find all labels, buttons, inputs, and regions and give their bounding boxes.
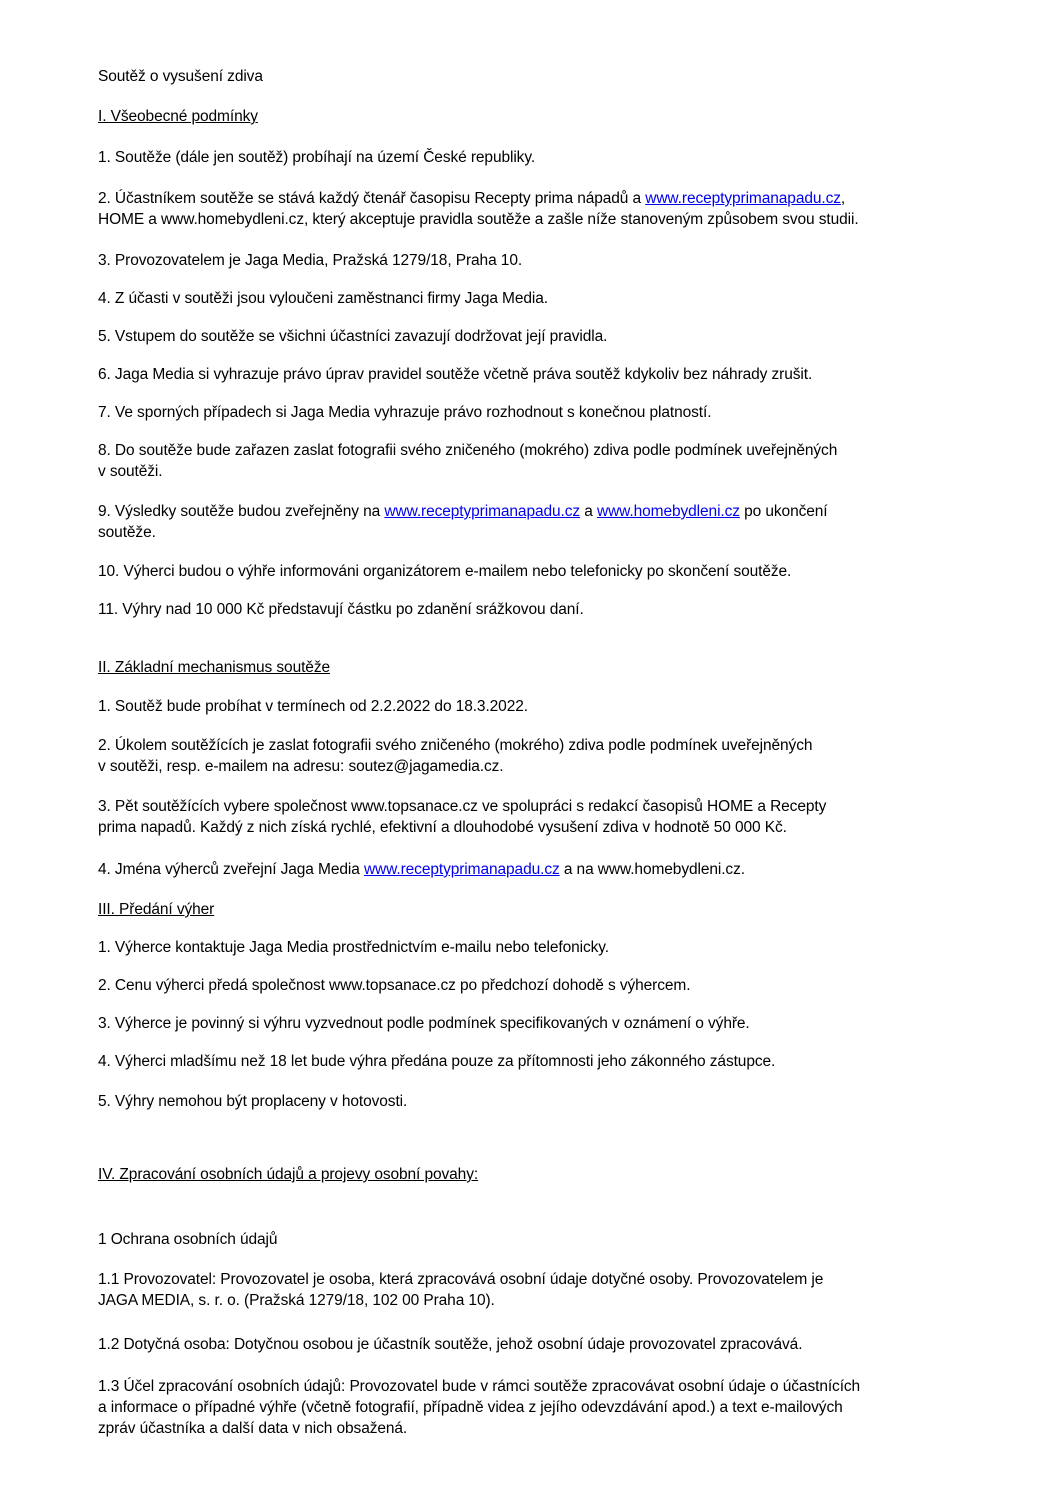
section-1-item-1: 1. Soutěže (dále jen soutěž) probíhají na území České republiky. bbox=[98, 149, 536, 166]
section-2-heading: II. Základní mechanismus soutěže bbox=[98, 659, 330, 676]
section-1-item-7: 7. Ve sporných případech si Jaga Media vyhrazuje právo rozhodnout s konečnou platností. bbox=[98, 404, 712, 421]
section-4-item-1-3 bbox=[98, 1376, 1000, 1439]
section-2-item-2-line-1: 2. Úkolem soutěžících je zaslat fotografii svého zničeného (mokrého) zdiva podle podmínek uveřejněných bbox=[98, 737, 813, 754]
section-4-heading: IV. Zpracování osobních údajů a projevy osobní povahy: bbox=[98, 1166, 479, 1183]
section-2-item-2 bbox=[98, 735, 1000, 777]
section-1-item-8 bbox=[98, 440, 1000, 482]
section-3-item-4: 4. Výherci mladšímu než 18 let bude výhra předána pouze za přítomnosti jeho zákonného zástupce. bbox=[98, 1053, 776, 1070]
section-1-item-8-line-2: v soutěži. bbox=[98, 463, 163, 480]
section-1-heading: I. Všeobecné podmínky bbox=[98, 108, 258, 125]
section-4-item-1-3-line-1: 1.3 Účel zpracování osobních údajů: Provozovatel bude v rámci soutěže zpracovávat osobní údaje o účastnících bbox=[98, 1378, 861, 1395]
section-3-item-5: 5. Výhry nemohou být proplaceny v hotovosti. bbox=[98, 1093, 408, 1110]
section-1-item-9-line-2: soutěže. bbox=[98, 524, 156, 541]
section-1-item-8-line-1: 8. Do soutěže bude zařazen zaslat fotografii svého zničeného (mokrého) zdiva podle podmínek uveřejněných bbox=[98, 442, 838, 459]
section-1-item-9 bbox=[98, 501, 1000, 543]
section-1-item-2-text: 2. Účastníkem soutěže se stává každý čtenář časopisu Recepty prima nápadů a bbox=[98, 190, 646, 207]
section-4-item-1-1 bbox=[98, 1269, 1000, 1311]
section-1-item-5: 5. Vstupem do soutěže se všichni účastníci zavazují dodržovat její pravidla. bbox=[98, 328, 608, 345]
section-3-item-1: 1. Výherce kontaktuje Jaga Media prostřednictvím e-mailu nebo telefonicky. bbox=[98, 939, 609, 956]
section-3-item-3: 3. Výherce je povinný si výhru vyzvednout podle podmínek specifikovaných v oznámení o výhře. bbox=[98, 1015, 750, 1032]
section-1-item-10: 10. Výherci budou o výhře informováni organizátorem e-mailem nebo telefonicky po skončení soutěže. bbox=[98, 563, 792, 580]
section-4-item-1-1-line-2: JAGA MEDIA, s. r. o. (Pražská 1279/18, 102 00 Praha 10). bbox=[98, 1292, 495, 1309]
section-2-item-1: 1. Soutěž bude probíhat v termínech od 2.2.2022 do 18.3.2022. bbox=[98, 698, 528, 715]
receptyprimanapadu-link-3[interactable]: www.receptyprimanapadu.cz bbox=[363, 861, 560, 878]
section-2-item-3-line-1: 3. Pět soutěžících vybere společnost www.topsanace.cz ve spolupráci s redakcí časopisů HOME a Recepty bbox=[98, 798, 827, 815]
section-2-item-4-tail: a na www.homebydleni.cz. bbox=[559, 861, 745, 878]
section-2-item-2-line-2: v soutěži, resp. e-mailem na adresu: soutez@jagamedia.cz. bbox=[98, 758, 504, 775]
section-4-item-1-2: 1.2 Dotyčná osoba: Dotyčnou osobou je účastník soutěže, jehož osobní údaje provozovatel zpracovává. bbox=[98, 1336, 803, 1353]
section-4-item-1-3-line-2: a informace o případné výhře (včetně fotografií, případně videa z jejího odevzdávání apod.) a text e-mailových bbox=[98, 1399, 843, 1416]
section-1-item-3: 3. Provozovatelem je Jaga Media, Pražská 1279/18, Praha 10. bbox=[98, 252, 523, 269]
section-1-item-9-tail: po ukončení bbox=[739, 503, 828, 520]
section-4-item-1-3-line-3: zpráv účastníka a další data v nich obsažená. bbox=[98, 1420, 408, 1437]
section-4-subheading: 1 Ochrana osobních údajů bbox=[98, 1231, 278, 1248]
section-2-item-3 bbox=[98, 796, 1000, 838]
section-1-item-2-comma: , bbox=[840, 190, 846, 207]
section-1-item-4: 4. Z účasti v soutěži jsou vyloučeni zaměstnanci firmy Jaga Media. bbox=[98, 290, 548, 307]
section-1-item-2 bbox=[98, 188, 1000, 230]
section-2-item-3-line-2: prima napadů. Každý z nich získá rychlé, efektivní a dlouhodobé vysušení zdiva v hodnotě 50 000 Kč. bbox=[98, 819, 787, 836]
section-1-item-9-text: 9. Výsledky soutěže budou zveřejněny na bbox=[98, 503, 385, 520]
section-3-item-2: 2. Cenu výherci předá společnost www.topsanace.cz po předchozí dohodě s výhercem. bbox=[98, 977, 691, 994]
receptyprimanapadu-link[interactable]: www.receptyprimanapadu.cz bbox=[645, 190, 841, 207]
receptyprimanapadu-link-2[interactable]: www.receptyprimanapadu.cz bbox=[384, 503, 581, 520]
section-1-item-11: 11. Výhry nad 10 000 Kč představují částku po zdanění srážkovou daní. bbox=[98, 601, 584, 618]
homebydleni-link[interactable]: www.homebydleni.cz bbox=[596, 503, 740, 520]
section-4-item-1-1-line-1: 1.1 Provozovatel: Provozovatel je osoba, která zpracovává osobní údaje dotyčné osoby. Provozovatelem je bbox=[98, 1271, 824, 1288]
section-1-item-2-line-2: HOME a www.homebydleni.cz, který akceptuje pravidla soutěže a zašle níže stanoveným způsobem svou studii. bbox=[98, 211, 859, 228]
section-2-item-4 bbox=[98, 859, 1000, 880]
section-1-item-9-and: a bbox=[580, 503, 597, 520]
document-title: Soutěž o vysušení zdiva bbox=[98, 68, 263, 85]
section-1-item-6: 6. Jaga Media si vyhrazuje právo úprav pravidel soutěže včetně práva soutěž kdykoliv bez náhrady zrušit. bbox=[98, 366, 813, 383]
section-3-heading: III. Předání výher bbox=[98, 901, 215, 918]
section-2-item-4-text: 4. Jména výherců zveřejní Jaga Media bbox=[98, 861, 364, 878]
